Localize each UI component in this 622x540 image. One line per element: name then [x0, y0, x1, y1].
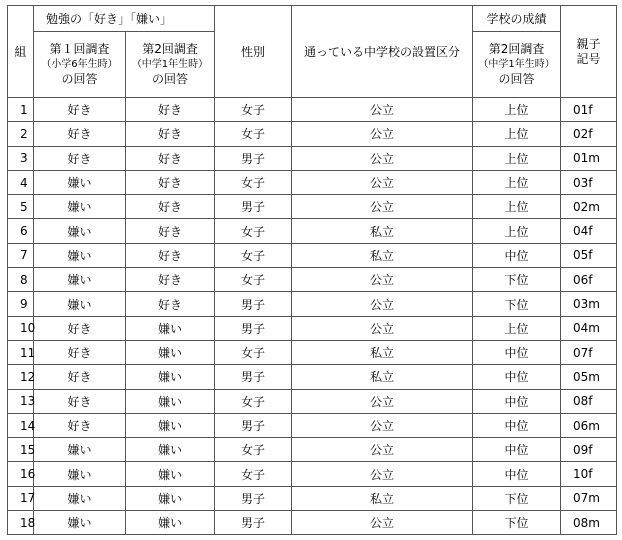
cell-gender: 女子: [215, 243, 292, 267]
header-survey1-title: 第１回調査: [49, 42, 110, 56]
table-body: [8, 98, 617, 535]
cell-survey1-answer: 好き: [34, 365, 126, 389]
cell-school-type: 私立: [292, 219, 473, 243]
cell-grade: 上位: [473, 98, 561, 122]
cell-grade: 上位: [473, 195, 561, 219]
cell-survey2-answer: 好き: [126, 122, 215, 146]
cell-gender: 男子: [215, 195, 292, 219]
cell-survey2-answer: 嫌い: [126, 486, 215, 510]
cell-group-no: 2: [8, 122, 34, 146]
cell-survey2-answer: 好き: [126, 292, 215, 316]
table-row: [8, 122, 617, 146]
header-grades-note: （中学1年生時）: [478, 59, 555, 70]
header-id-line1: 親子: [576, 36, 601, 51]
header-id-line2: 記号: [576, 51, 601, 66]
cell-gender: 女子: [215, 98, 292, 122]
cell-school-type: 私立: [292, 486, 473, 510]
cell-parent-child-id: 01m: [561, 146, 617, 170]
cell-grade: 中位: [473, 413, 561, 437]
cell-group-no: 7: [8, 243, 34, 267]
header-grades: [473, 32, 561, 98]
cell-school-type: 公立: [292, 268, 473, 292]
cell-grade: 上位: [473, 219, 561, 243]
cell-school-type: 公立: [292, 511, 473, 535]
cell-gender: 女子: [215, 462, 292, 486]
cell-survey1-answer: 嫌い: [34, 438, 126, 462]
cell-grade: 中位: [473, 340, 561, 364]
cell-parent-child-id: 09f: [561, 438, 617, 462]
cell-grade: 中位: [473, 462, 561, 486]
cell-survey2-answer: 嫌い: [126, 340, 215, 364]
cell-grade: 中位: [473, 365, 561, 389]
cell-school-type: 公立: [292, 389, 473, 413]
table-row: [8, 511, 617, 535]
table-row: [8, 486, 617, 510]
header-survey2-answer: の回答: [152, 72, 189, 86]
cell-group-no: 17: [8, 486, 34, 510]
header-grades-group: 学校の成績: [473, 6, 561, 32]
cell-group-no: 6: [8, 219, 34, 243]
cell-survey1-answer: 嫌い: [34, 195, 126, 219]
table-row: [8, 389, 617, 413]
cell-school-type: 私立: [292, 243, 473, 267]
cell-survey2-answer: 嫌い: [126, 413, 215, 437]
cell-survey1-answer: 嫌い: [34, 219, 126, 243]
header-survey2-note: （中学1年生時）: [131, 59, 209, 70]
header-survey1-answer: の回答: [61, 72, 98, 86]
cell-parent-child-id: 03f: [561, 170, 617, 194]
cell-parent-child-id: 07m: [561, 486, 617, 510]
survey-table: [7, 5, 617, 535]
cell-group-no: 12: [8, 365, 34, 389]
cell-school-type: 公立: [292, 292, 473, 316]
header-grades-title: 第2回調査: [488, 42, 545, 56]
cell-group-no: 1: [8, 98, 34, 122]
table-row: [8, 268, 617, 292]
cell-survey1-answer: 好き: [34, 146, 126, 170]
cell-group-no: 9: [8, 292, 34, 316]
header-survey2-title: 第2回調査: [142, 42, 198, 56]
cell-gender: 男子: [215, 292, 292, 316]
header-group: 組: [8, 6, 34, 98]
header-id: [561, 6, 617, 98]
cell-grade: 中位: [473, 243, 561, 267]
cell-survey1-answer: 好き: [34, 389, 126, 413]
cell-group-no: 3: [8, 146, 34, 170]
cell-school-type: 公立: [292, 462, 473, 486]
cell-group-no: 11: [8, 340, 34, 364]
cell-school-type: 公立: [292, 98, 473, 122]
cell-grade: 下位: [473, 268, 561, 292]
cell-grade: 上位: [473, 146, 561, 170]
cell-survey2-answer: 嫌い: [126, 389, 215, 413]
cell-parent-child-id: 02m: [561, 195, 617, 219]
cell-parent-child-id: 05m: [561, 365, 617, 389]
cell-survey2-answer: 嫌い: [126, 438, 215, 462]
cell-gender: 男子: [215, 486, 292, 510]
cell-survey1-answer: 嫌い: [34, 292, 126, 316]
cell-school-type: 公立: [292, 316, 473, 340]
cell-grade: 中位: [473, 438, 561, 462]
header-study-group: 勉強の「好き」「嫌い」: [34, 6, 215, 32]
cell-group-no: 15: [8, 438, 34, 462]
cell-gender: 男子: [215, 146, 292, 170]
cell-parent-child-id: 06m: [561, 413, 617, 437]
cell-school-type: 公立: [292, 146, 473, 170]
cell-grade: 下位: [473, 292, 561, 316]
table-row: [8, 438, 617, 462]
header-grades-answer: の回答: [498, 72, 535, 86]
table-row: [8, 243, 617, 267]
cell-survey1-answer: 好き: [34, 316, 126, 340]
cell-gender: 男子: [215, 413, 292, 437]
cell-grade: 下位: [473, 511, 561, 535]
table-row: [8, 170, 617, 194]
cell-gender: 女子: [215, 268, 292, 292]
cell-group-no: 5: [8, 195, 34, 219]
cell-group-no: 14: [8, 413, 34, 437]
cell-grade: 下位: [473, 486, 561, 510]
table-row: [8, 219, 617, 243]
cell-gender: 女子: [215, 122, 292, 146]
table-row: [8, 146, 617, 170]
cell-parent-child-id: 07f: [561, 340, 617, 364]
table-row: [8, 316, 617, 340]
cell-survey2-answer: 好き: [126, 195, 215, 219]
cell-gender: 女子: [215, 170, 292, 194]
cell-survey2-answer: 好き: [126, 146, 215, 170]
cell-group-no: 8: [8, 268, 34, 292]
table-row: [8, 292, 617, 316]
header-gender: 性別: [215, 6, 292, 98]
cell-survey2-answer: 好き: [126, 98, 215, 122]
table-row: [8, 413, 617, 437]
cell-grade: 上位: [473, 170, 561, 194]
cell-parent-child-id: 04f: [561, 219, 617, 243]
cell-survey1-answer: 嫌い: [34, 243, 126, 267]
cell-parent-child-id: 10f: [561, 462, 617, 486]
cell-survey2-answer: 嫌い: [126, 462, 215, 486]
cell-survey2-answer: 好き: [126, 243, 215, 267]
cell-gender: 女子: [215, 438, 292, 462]
cell-gender: 男子: [215, 365, 292, 389]
table-row: [8, 195, 617, 219]
cell-survey1-answer: 好き: [34, 340, 126, 364]
cell-survey1-answer: 好き: [34, 413, 126, 437]
cell-survey2-answer: 嫌い: [126, 365, 215, 389]
cell-gender: 女子: [215, 340, 292, 364]
table-row: [8, 462, 617, 486]
cell-grade: 上位: [473, 122, 561, 146]
cell-grade: 上位: [473, 316, 561, 340]
cell-parent-child-id: 05f: [561, 243, 617, 267]
cell-school-type: 私立: [292, 340, 473, 364]
header-school-type: 通っている中学校の設置区分: [292, 6, 473, 98]
header-survey2: [126, 32, 215, 98]
cell-school-type: 公立: [292, 438, 473, 462]
cell-gender: 男子: [215, 316, 292, 340]
cell-gender: 女子: [215, 219, 292, 243]
cell-gender: 男子: [215, 511, 292, 535]
header-survey1: [34, 32, 126, 98]
cell-parent-child-id: 04m: [561, 316, 617, 340]
cell-group-no: 4: [8, 170, 34, 194]
cell-school-type: 公立: [292, 195, 473, 219]
cell-parent-child-id: 08f: [561, 389, 617, 413]
cell-group-no: 10: [8, 316, 34, 340]
table-row: [8, 340, 617, 364]
cell-school-type: 公立: [292, 122, 473, 146]
cell-survey2-answer: 好き: [126, 268, 215, 292]
cell-parent-child-id: 01f: [561, 98, 617, 122]
table-row: [8, 98, 617, 122]
cell-parent-child-id: 02f: [561, 122, 617, 146]
cell-survey1-answer: 好き: [34, 122, 126, 146]
cell-survey1-answer: 嫌い: [34, 268, 126, 292]
cell-school-type: 公立: [292, 413, 473, 437]
table-row: [8, 365, 617, 389]
cell-survey2-answer: 好き: [126, 170, 215, 194]
cell-survey2-answer: 好き: [126, 219, 215, 243]
cell-grade: 中位: [473, 389, 561, 413]
cell-group-no: 18: [8, 511, 34, 535]
cell-school-type: 公立: [292, 170, 473, 194]
cell-survey1-answer: 好き: [34, 98, 126, 122]
cell-school-type: 私立: [292, 365, 473, 389]
cell-gender: 女子: [215, 389, 292, 413]
cell-group-no: 13: [8, 389, 34, 413]
cell-parent-child-id: 08m: [561, 511, 617, 535]
cell-survey1-answer: 嫌い: [34, 170, 126, 194]
cell-group-no: 16: [8, 462, 34, 486]
header-row-1: [8, 6, 617, 32]
cell-survey1-answer: 嫌い: [34, 486, 126, 510]
cell-survey2-answer: 嫌い: [126, 511, 215, 535]
cell-survey1-answer: 嫌い: [34, 511, 126, 535]
cell-parent-child-id: 03m: [561, 292, 617, 316]
cell-parent-child-id: 06f: [561, 268, 617, 292]
cell-survey1-answer: 嫌い: [34, 462, 126, 486]
cell-survey2-answer: 嫌い: [126, 316, 215, 340]
header-survey1-note: （小学6年生時）: [41, 59, 118, 70]
